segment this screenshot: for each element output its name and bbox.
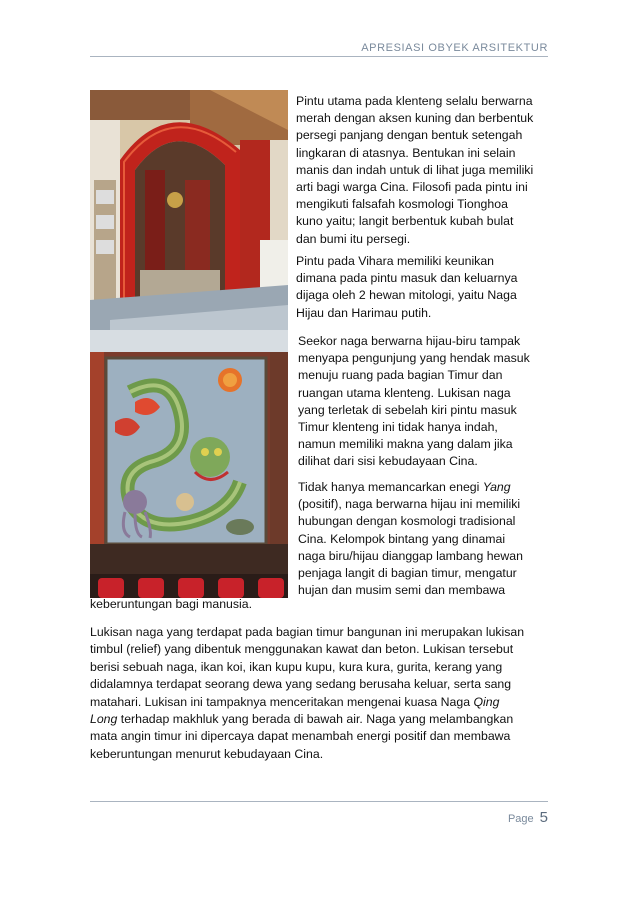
- text-line: keberuntungan menurut kebudayaan Cina.: [90, 746, 324, 761]
- text-emphasis: Long: [90, 712, 118, 727]
- text-line: arti bagi warga Cina. Filosofi pada pintu ini: [296, 180, 528, 195]
- text-line: [90, 711, 550, 728]
- text-line: Pintu pada Vihara memiliki keunikan: [296, 254, 494, 268]
- text-line: naga biru/hijau dianggap lambang hewan: [298, 548, 523, 563]
- text-line: mata angin timur ini dipercaya dapat menambah energi positif dan membawa: [90, 729, 511, 744]
- text-line: Cina. Kelompok bintang yang dinamai: [298, 531, 506, 546]
- temple-door-photo: [90, 90, 288, 352]
- text-line: Pintu utama pada klenteng selalu berwarna: [296, 94, 533, 108]
- paragraph-yang-energy: [298, 479, 558, 599]
- text-line: Hijau dan Harimau putih.: [296, 305, 432, 320]
- text-line: namun memiliki makna yang dalam jika: [298, 437, 513, 452]
- text-line: hubungan dengan kosmologi tradisional: [298, 514, 516, 529]
- paragraph-vihara-door: [296, 253, 558, 322]
- text-line: yang terletak di sebelah kiri pintu masuk: [298, 402, 517, 417]
- text-emphasis: Yang: [482, 480, 511, 494]
- text-line: menyapa pengunjung yang hendak masuk: [298, 351, 530, 366]
- page-number-value: 5: [539, 809, 548, 826]
- text-line: dan bumi itu persegi.: [296, 231, 411, 246]
- text-segment: Tidak hanya memancarkan enegi: [298, 480, 483, 494]
- text-line: dilihat dari sisi kebudayaan Cina.: [298, 454, 478, 469]
- text-line: berisi sebuah naga, ikan koi, ikan kupu kupu, kura kura, gurita, kerang yang: [90, 659, 503, 674]
- text-line: dijaga oleh 2 hewan mitologi, yaitu Naga: [296, 288, 517, 303]
- footer-divider: [90, 801, 548, 802]
- text-line: lingkaran di atasnya. Bentukan ini selain: [296, 145, 516, 160]
- text-segment: matahari. Lukisan ini tampaknya menceritakan mengenai kuasa Naga: [90, 694, 474, 709]
- paragraph-relief-description: [90, 624, 550, 763]
- text-line: penjaga langit di bagian timur, mengatur: [298, 566, 517, 581]
- text-line: merah dengan aksen kuning dan berbentuk: [296, 111, 534, 126]
- text-line: Lukisan naga yang terdapat pada bagian timur bangunan ini merupakan lukisan: [90, 625, 525, 639]
- text-emphasis: Qing: [473, 694, 500, 709]
- text-line: Timur klenteng ini tidak hanya indah,: [298, 420, 498, 435]
- text-line: ruangan utama klenteng. Lukisan naga: [298, 385, 511, 400]
- text-line: [298, 479, 558, 496]
- text-line: mengikuti falsafah kosmologi Tionghoa: [296, 197, 508, 212]
- text-line: dimana pada pintu masuk dan keluarnya: [296, 271, 518, 286]
- text-line: hujan dan musim semi dan membawa: [298, 583, 506, 598]
- text-segment: terhadap makhluk yang berada di bawah air. Naga yang melambangkan: [117, 712, 514, 727]
- text-line: persegi panjang dengan bentuk setengah: [296, 128, 523, 143]
- text-line: didalamnya terdapat seorang dewa yang sedang berusaha keluar, serta sang: [90, 677, 512, 692]
- page-number: [508, 809, 548, 826]
- text-line: (positif), naga berwarna hijau ini memiliki: [298, 497, 521, 512]
- text-line: kuno yaitu; langit berbentuk kubah bulat: [296, 214, 514, 229]
- text-line: timbul (relief) yang dibentuk menggunakan kawat dan beton. Lukisan tersebut: [90, 642, 514, 657]
- header-divider: [90, 56, 548, 57]
- text-line: [90, 694, 550, 711]
- dragon-relief-photo: [90, 352, 288, 598]
- text-line: manis dan indah untuk di lihat juga memiliki: [296, 162, 534, 177]
- page-label: Page: [507, 813, 534, 825]
- text-line: Seekor naga berwarna hijau-biru tampak: [298, 334, 521, 348]
- text-line: menuju ruang pada bagian Timur dan: [298, 368, 503, 383]
- paragraph-dragon-greeting: [298, 333, 558, 471]
- paragraph-yang-energy-tail: keberuntungan bagi manusia.: [90, 597, 253, 611]
- paragraph-main-door: [296, 93, 558, 248]
- header-title: APRESIASI OBYEK ARSITEKTUR: [361, 42, 548, 54]
